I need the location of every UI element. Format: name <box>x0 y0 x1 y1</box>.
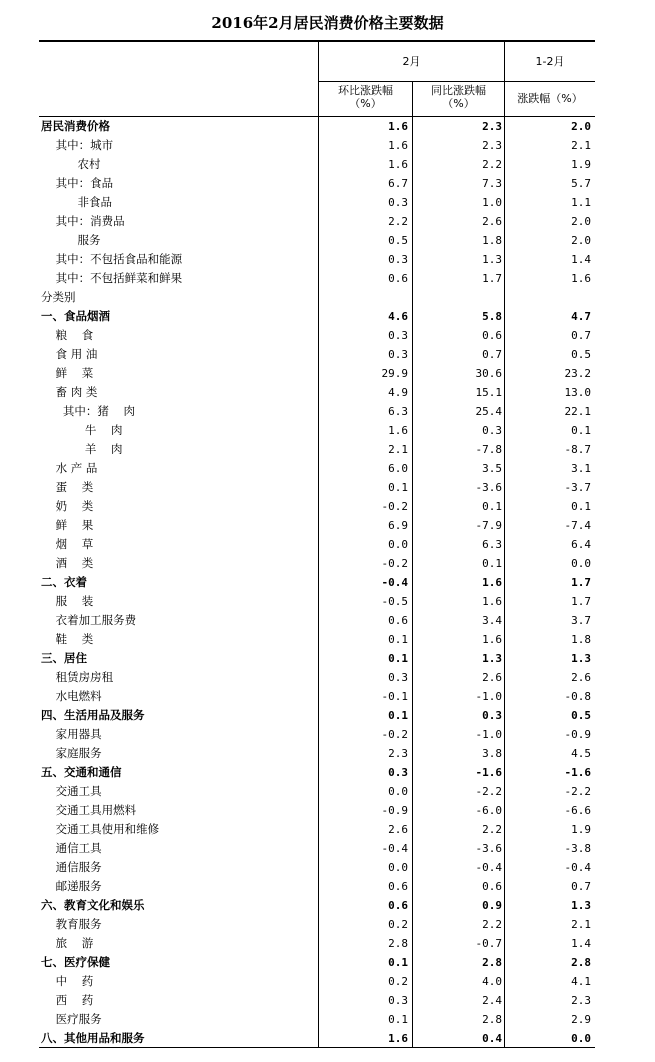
table-row <box>39 1029 595 1048</box>
table-row <box>39 345 595 364</box>
row-value-v1: 2.2 <box>388 215 408 228</box>
header-month: 2月 <box>402 55 421 68</box>
table-row <box>39 193 595 212</box>
row-label: 鞋 类 <box>41 632 94 646</box>
row-value-v3: -7.4 <box>564 519 591 532</box>
row-value-v1: 4.9 <box>388 386 408 399</box>
row-value-v2: 0.6 <box>482 329 502 342</box>
row-value-v1: 0.6 <box>388 899 408 912</box>
row-value-v1: 0.2 <box>388 975 408 988</box>
row-value-v1: 6.7 <box>388 177 408 190</box>
row-label: 蛋 类 <box>41 480 94 494</box>
row-value-v3: -3.8 <box>564 842 591 855</box>
row-label: 服务 <box>41 233 101 247</box>
row-value-v1: 6.0 <box>388 462 408 475</box>
row-label: 四、生活用品及服务 <box>41 708 145 722</box>
row-label: 旅 游 <box>41 936 94 950</box>
table-row <box>39 250 595 269</box>
row-value-v1: 1.6 <box>388 120 408 133</box>
header-mom-label: 环比涨跌幅 <box>338 84 393 97</box>
row-value-v1: -0.2 <box>381 728 408 741</box>
table-row <box>39 763 595 782</box>
row-label: 八、其他用品和服务 <box>41 1031 145 1045</box>
row-value-v3: 1.9 <box>571 823 591 836</box>
row-value-v2: 2.6 <box>482 215 502 228</box>
row-value-v2: 0.3 <box>482 709 502 722</box>
row-label: 家庭服务 <box>41 746 102 760</box>
row-value-v1: -0.9 <box>381 804 408 817</box>
row-label: 一、食品烟酒 <box>41 309 110 323</box>
row-value-v3: -8.7 <box>564 443 591 456</box>
table-row <box>39 421 595 440</box>
row-label: 奶 类 <box>41 499 94 513</box>
table-row <box>39 592 595 611</box>
row-value-v3: 4.1 <box>571 975 591 988</box>
row-value-v3: 0.1 <box>571 500 591 513</box>
row-value-v2: 1.3 <box>482 652 502 665</box>
row-value-v2: -3.6 <box>475 481 502 494</box>
row-label: 畜 肉 类 <box>41 385 98 399</box>
row-label: 交通工具 <box>41 784 102 798</box>
row-value-v2: 2.8 <box>482 956 502 969</box>
row-value-v2: 3.8 <box>482 747 502 760</box>
row-value-v3: -0.8 <box>564 690 591 703</box>
table-row <box>39 782 595 801</box>
row-value-v1: 2.6 <box>388 823 408 836</box>
table-row <box>39 459 595 478</box>
table-row <box>39 991 595 1010</box>
table-row <box>39 896 595 915</box>
row-value-v1: 0.3 <box>388 329 408 342</box>
row-label: 烟 草 <box>41 537 94 551</box>
table-row <box>39 668 595 687</box>
row-value-v3: -0.4 <box>564 861 591 874</box>
table-row <box>39 915 595 934</box>
row-label: 六、教育文化和娱乐 <box>41 898 145 912</box>
row-label: 其中：城市 <box>41 138 114 152</box>
row-value-v3: 2.9 <box>571 1013 591 1026</box>
table-row <box>39 307 595 326</box>
row-value-v1: 0.1 <box>388 652 408 665</box>
row-value-v2: -0.7 <box>475 937 502 950</box>
row-value-v3: -2.2 <box>564 785 591 798</box>
row-label: 医疗服务 <box>41 1012 102 1026</box>
row-value-v1: 0.6 <box>388 272 408 285</box>
row-label: 粮 食 <box>41 328 94 342</box>
row-label: 七、医疗保健 <box>41 955 110 969</box>
row-value-v3: 0.7 <box>571 329 591 342</box>
row-value-v1: 0.3 <box>388 348 408 361</box>
row-value-v3: 5.7 <box>571 177 591 190</box>
cpi-table <box>39 40 595 1048</box>
table-row <box>39 174 595 193</box>
table-body <box>39 117 595 1048</box>
row-value-v1: 4.6 <box>388 310 408 323</box>
row-value-v3: -3.7 <box>564 481 591 494</box>
row-value-v1: 0.6 <box>388 614 408 627</box>
row-value-v3: 1.7 <box>571 576 591 589</box>
table-row <box>39 212 595 231</box>
row-value-v2: 0.7 <box>482 348 502 361</box>
table-row <box>39 136 595 155</box>
row-value-v2: 5.8 <box>482 310 502 323</box>
row-label: 非食品 <box>41 195 113 209</box>
page-title: 2016年2月居民消费价格主要数据 <box>211 14 444 32</box>
row-value-v2: 1.7 <box>482 272 502 285</box>
row-value-v2: 30.6 <box>475 367 502 380</box>
row-label: 西 药 <box>41 993 94 1007</box>
row-value-v2: 3.5 <box>482 462 502 475</box>
table-row <box>39 744 595 763</box>
row-value-v2: 0.3 <box>482 424 502 437</box>
row-value-v2: 7.3 <box>482 177 502 190</box>
row-label: 二、衣着 <box>41 575 87 589</box>
row-value-v1: -0.5 <box>381 595 408 608</box>
row-value-v1: 0.0 <box>388 785 408 798</box>
row-value-v1: 0.1 <box>388 481 408 494</box>
row-label: 居民消费价格 <box>41 119 110 133</box>
row-value-v2: 1.6 <box>482 576 502 589</box>
row-value-v2: 1.3 <box>482 253 502 266</box>
row-value-v1: -0.4 <box>381 576 408 589</box>
row-value-v2: 0.4 <box>482 1032 502 1045</box>
row-value-v2: -1.0 <box>475 728 502 741</box>
row-value-v3: 13.0 <box>564 386 591 399</box>
row-label: 酒 类 <box>41 556 94 570</box>
row-value-v2: -3.6 <box>475 842 502 855</box>
row-label: 食 用 油 <box>41 347 98 361</box>
row-value-v3: 1.4 <box>571 253 591 266</box>
row-value-v1: 1.6 <box>388 1032 408 1045</box>
row-value-v3: 0.1 <box>571 424 591 437</box>
table-row <box>39 630 595 649</box>
row-label: 通信服务 <box>41 860 102 874</box>
row-value-v1: 0.0 <box>388 538 408 551</box>
row-value-v3: 3.7 <box>571 614 591 627</box>
row-value-v2: 1.8 <box>482 234 502 247</box>
row-label: 其中：消费品 <box>41 214 125 228</box>
row-value-v1: 0.0 <box>388 861 408 874</box>
row-label: 鲜 果 <box>41 518 94 532</box>
row-label: 中 药 <box>41 974 94 988</box>
row-value-v2: 2.2 <box>482 918 502 931</box>
header-yoy-unit: （%） <box>442 97 475 110</box>
row-value-v2: 2.4 <box>482 994 502 1007</box>
table-row <box>39 934 595 953</box>
row-value-v3: 2.3 <box>571 994 591 1007</box>
row-label: 服 装 <box>41 594 94 608</box>
row-value-v3: 2.1 <box>571 139 591 152</box>
row-value-v2: -7.8 <box>475 443 502 456</box>
row-label: 水 产 品 <box>41 461 98 475</box>
table-header <box>39 40 595 117</box>
row-value-v3: 1.4 <box>571 937 591 950</box>
header-yoy <box>413 84 504 110</box>
row-label: 分类别 <box>41 290 76 304</box>
row-value-v3: 0.7 <box>571 880 591 893</box>
row-value-v3: 1.9 <box>571 158 591 171</box>
table-row <box>39 858 595 877</box>
row-label: 其中：食品 <box>41 176 114 190</box>
table-row <box>39 269 595 288</box>
table-row <box>39 478 595 497</box>
row-value-v1: 1.6 <box>388 424 408 437</box>
row-label: 其中：不包括食品和能源 <box>41 252 183 266</box>
table-row <box>39 440 595 459</box>
row-value-v1: 6.3 <box>388 405 408 418</box>
table-row <box>39 155 595 174</box>
table-row <box>39 516 595 535</box>
row-label: 邮递服务 <box>41 879 102 893</box>
table-row <box>39 953 595 972</box>
row-label: 家用器具 <box>41 727 102 741</box>
row-value-v2: 0.6 <box>482 880 502 893</box>
row-value-v1: 1.6 <box>388 158 408 171</box>
row-value-v3: 3.1 <box>571 462 591 475</box>
row-label: 其中：不包括鲜菜和鲜果 <box>41 271 183 285</box>
row-value-v1: -0.2 <box>381 500 408 513</box>
table-row <box>39 972 595 991</box>
row-label: 牛 肉 <box>41 423 123 437</box>
row-label: 鲜 菜 <box>41 366 94 380</box>
row-value-v3: 6.4 <box>571 538 591 551</box>
row-value-v1: -0.2 <box>381 557 408 570</box>
table-row <box>39 725 595 744</box>
row-value-v2: -2.2 <box>475 785 502 798</box>
row-value-v2: -6.0 <box>475 804 502 817</box>
row-value-v1: 0.1 <box>388 633 408 646</box>
table-row <box>39 326 595 345</box>
table-row <box>39 554 595 573</box>
row-value-v2: 0.9 <box>482 899 502 912</box>
row-value-v1: 0.1 <box>388 956 408 969</box>
row-value-v1: 2.1 <box>388 443 408 456</box>
row-value-v3: -1.6 <box>564 766 591 779</box>
row-value-v1: 0.3 <box>388 253 408 266</box>
table-row <box>39 649 595 668</box>
row-label: 衣着加工服务费 <box>41 613 137 627</box>
row-label: 通信工具 <box>41 841 102 855</box>
row-value-v3: 2.0 <box>571 120 591 133</box>
row-label: 三、居住 <box>41 651 87 665</box>
row-value-v3: 1.1 <box>571 196 591 209</box>
table-row <box>39 497 595 516</box>
row-value-v1: -0.1 <box>381 690 408 703</box>
row-value-v1: 6.9 <box>388 519 408 532</box>
row-value-v1: 1.6 <box>388 139 408 152</box>
row-label: 交通工具用燃料 <box>41 803 137 817</box>
row-value-v2: -1.0 <box>475 690 502 703</box>
table-row <box>39 288 595 307</box>
row-label: 羊 肉 <box>41 442 123 456</box>
header-mom <box>319 84 412 110</box>
row-value-v3: 1.7 <box>571 595 591 608</box>
header-yoy-label: 同比涨跌幅 <box>431 84 486 97</box>
row-value-v1: 0.1 <box>388 709 408 722</box>
table-row <box>39 877 595 896</box>
row-value-v1: 0.6 <box>388 880 408 893</box>
row-value-v1: 0.3 <box>388 994 408 1007</box>
row-value-v3: 2.8 <box>571 956 591 969</box>
row-value-v2: 1.6 <box>482 633 502 646</box>
row-value-v1: 0.1 <box>388 1013 408 1026</box>
row-value-v2: 4.0 <box>482 975 502 988</box>
row-value-v3: 1.3 <box>571 899 591 912</box>
header-mom-unit: （%） <box>349 97 382 110</box>
row-value-v2: 2.2 <box>482 823 502 836</box>
table-row <box>39 364 595 383</box>
row-label: 农村 <box>41 157 101 171</box>
row-value-v3: 1.3 <box>571 652 591 665</box>
row-value-v3: -0.9 <box>564 728 591 741</box>
row-value-v2: 0.1 <box>482 557 502 570</box>
table-row <box>39 820 595 839</box>
row-value-v3: 4.7 <box>571 310 591 323</box>
row-value-v2: 3.4 <box>482 614 502 627</box>
row-value-v2: 1.6 <box>482 595 502 608</box>
row-value-v2: 2.3 <box>482 120 502 133</box>
row-value-v2: 2.2 <box>482 158 502 171</box>
row-label: 教育服务 <box>41 917 102 931</box>
row-value-v1: 0.3 <box>388 671 408 684</box>
table-row <box>39 573 595 592</box>
header-cum-change: 涨跌幅（%） <box>517 92 583 105</box>
row-value-v2: 15.1 <box>475 386 502 399</box>
table-row <box>39 687 595 706</box>
row-value-v2: 25.4 <box>475 405 502 418</box>
row-label: 五、交通和通信 <box>41 765 122 779</box>
row-label: 交通工具使用和维修 <box>41 822 160 836</box>
row-value-v3: 22.1 <box>564 405 591 418</box>
table-row <box>39 1010 595 1029</box>
row-value-v3: 0.0 <box>571 557 591 570</box>
row-value-v2: 0.1 <box>482 500 502 513</box>
table-row <box>39 402 595 421</box>
row-value-v3: -6.6 <box>564 804 591 817</box>
row-value-v3: 0.5 <box>571 709 591 722</box>
table-row <box>39 383 595 402</box>
row-value-v3: 2.6 <box>571 671 591 684</box>
table-row <box>39 231 595 250</box>
table-row <box>39 535 595 554</box>
row-value-v3: 2.1 <box>571 918 591 931</box>
row-value-v1: 2.3 <box>388 747 408 760</box>
table-row <box>39 839 595 858</box>
row-value-v1: 0.2 <box>388 918 408 931</box>
row-value-v2: -7.9 <box>475 519 502 532</box>
table-row <box>39 611 595 630</box>
row-value-v2: -0.4 <box>475 861 502 874</box>
row-value-v3: 0.5 <box>571 348 591 361</box>
row-value-v1: 29.9 <box>381 367 408 380</box>
row-value-v3: 4.5 <box>571 747 591 760</box>
row-label: 租赁房房租 <box>41 670 114 684</box>
table-row <box>39 801 595 820</box>
row-value-v2: 1.0 <box>482 196 502 209</box>
row-value-v1: 0.3 <box>388 196 408 209</box>
row-label: 水电燃料 <box>41 689 102 703</box>
row-value-v2: -1.6 <box>475 766 502 779</box>
row-value-v3: 2.0 <box>571 234 591 247</box>
row-value-v3: 1.6 <box>571 272 591 285</box>
row-value-v3: 2.0 <box>571 215 591 228</box>
row-value-v3: 23.2 <box>564 367 591 380</box>
row-label: 其中：猪 肉 <box>41 404 136 418</box>
table-row <box>39 117 595 136</box>
row-value-v1: 0.3 <box>388 766 408 779</box>
row-value-v2: 2.8 <box>482 1013 502 1026</box>
row-value-v2: 6.3 <box>482 538 502 551</box>
table-row <box>39 706 595 725</box>
header-cumulative: 1-2月 <box>535 55 565 68</box>
row-value-v1: -0.4 <box>381 842 408 855</box>
row-value-v2: 2.6 <box>482 671 502 684</box>
row-value-v3: 0.0 <box>571 1032 591 1045</box>
row-value-v1: 2.8 <box>388 937 408 950</box>
row-value-v1: 0.5 <box>388 234 408 247</box>
row-value-v3: 1.8 <box>571 633 591 646</box>
row-value-v2: 2.3 <box>482 139 502 152</box>
